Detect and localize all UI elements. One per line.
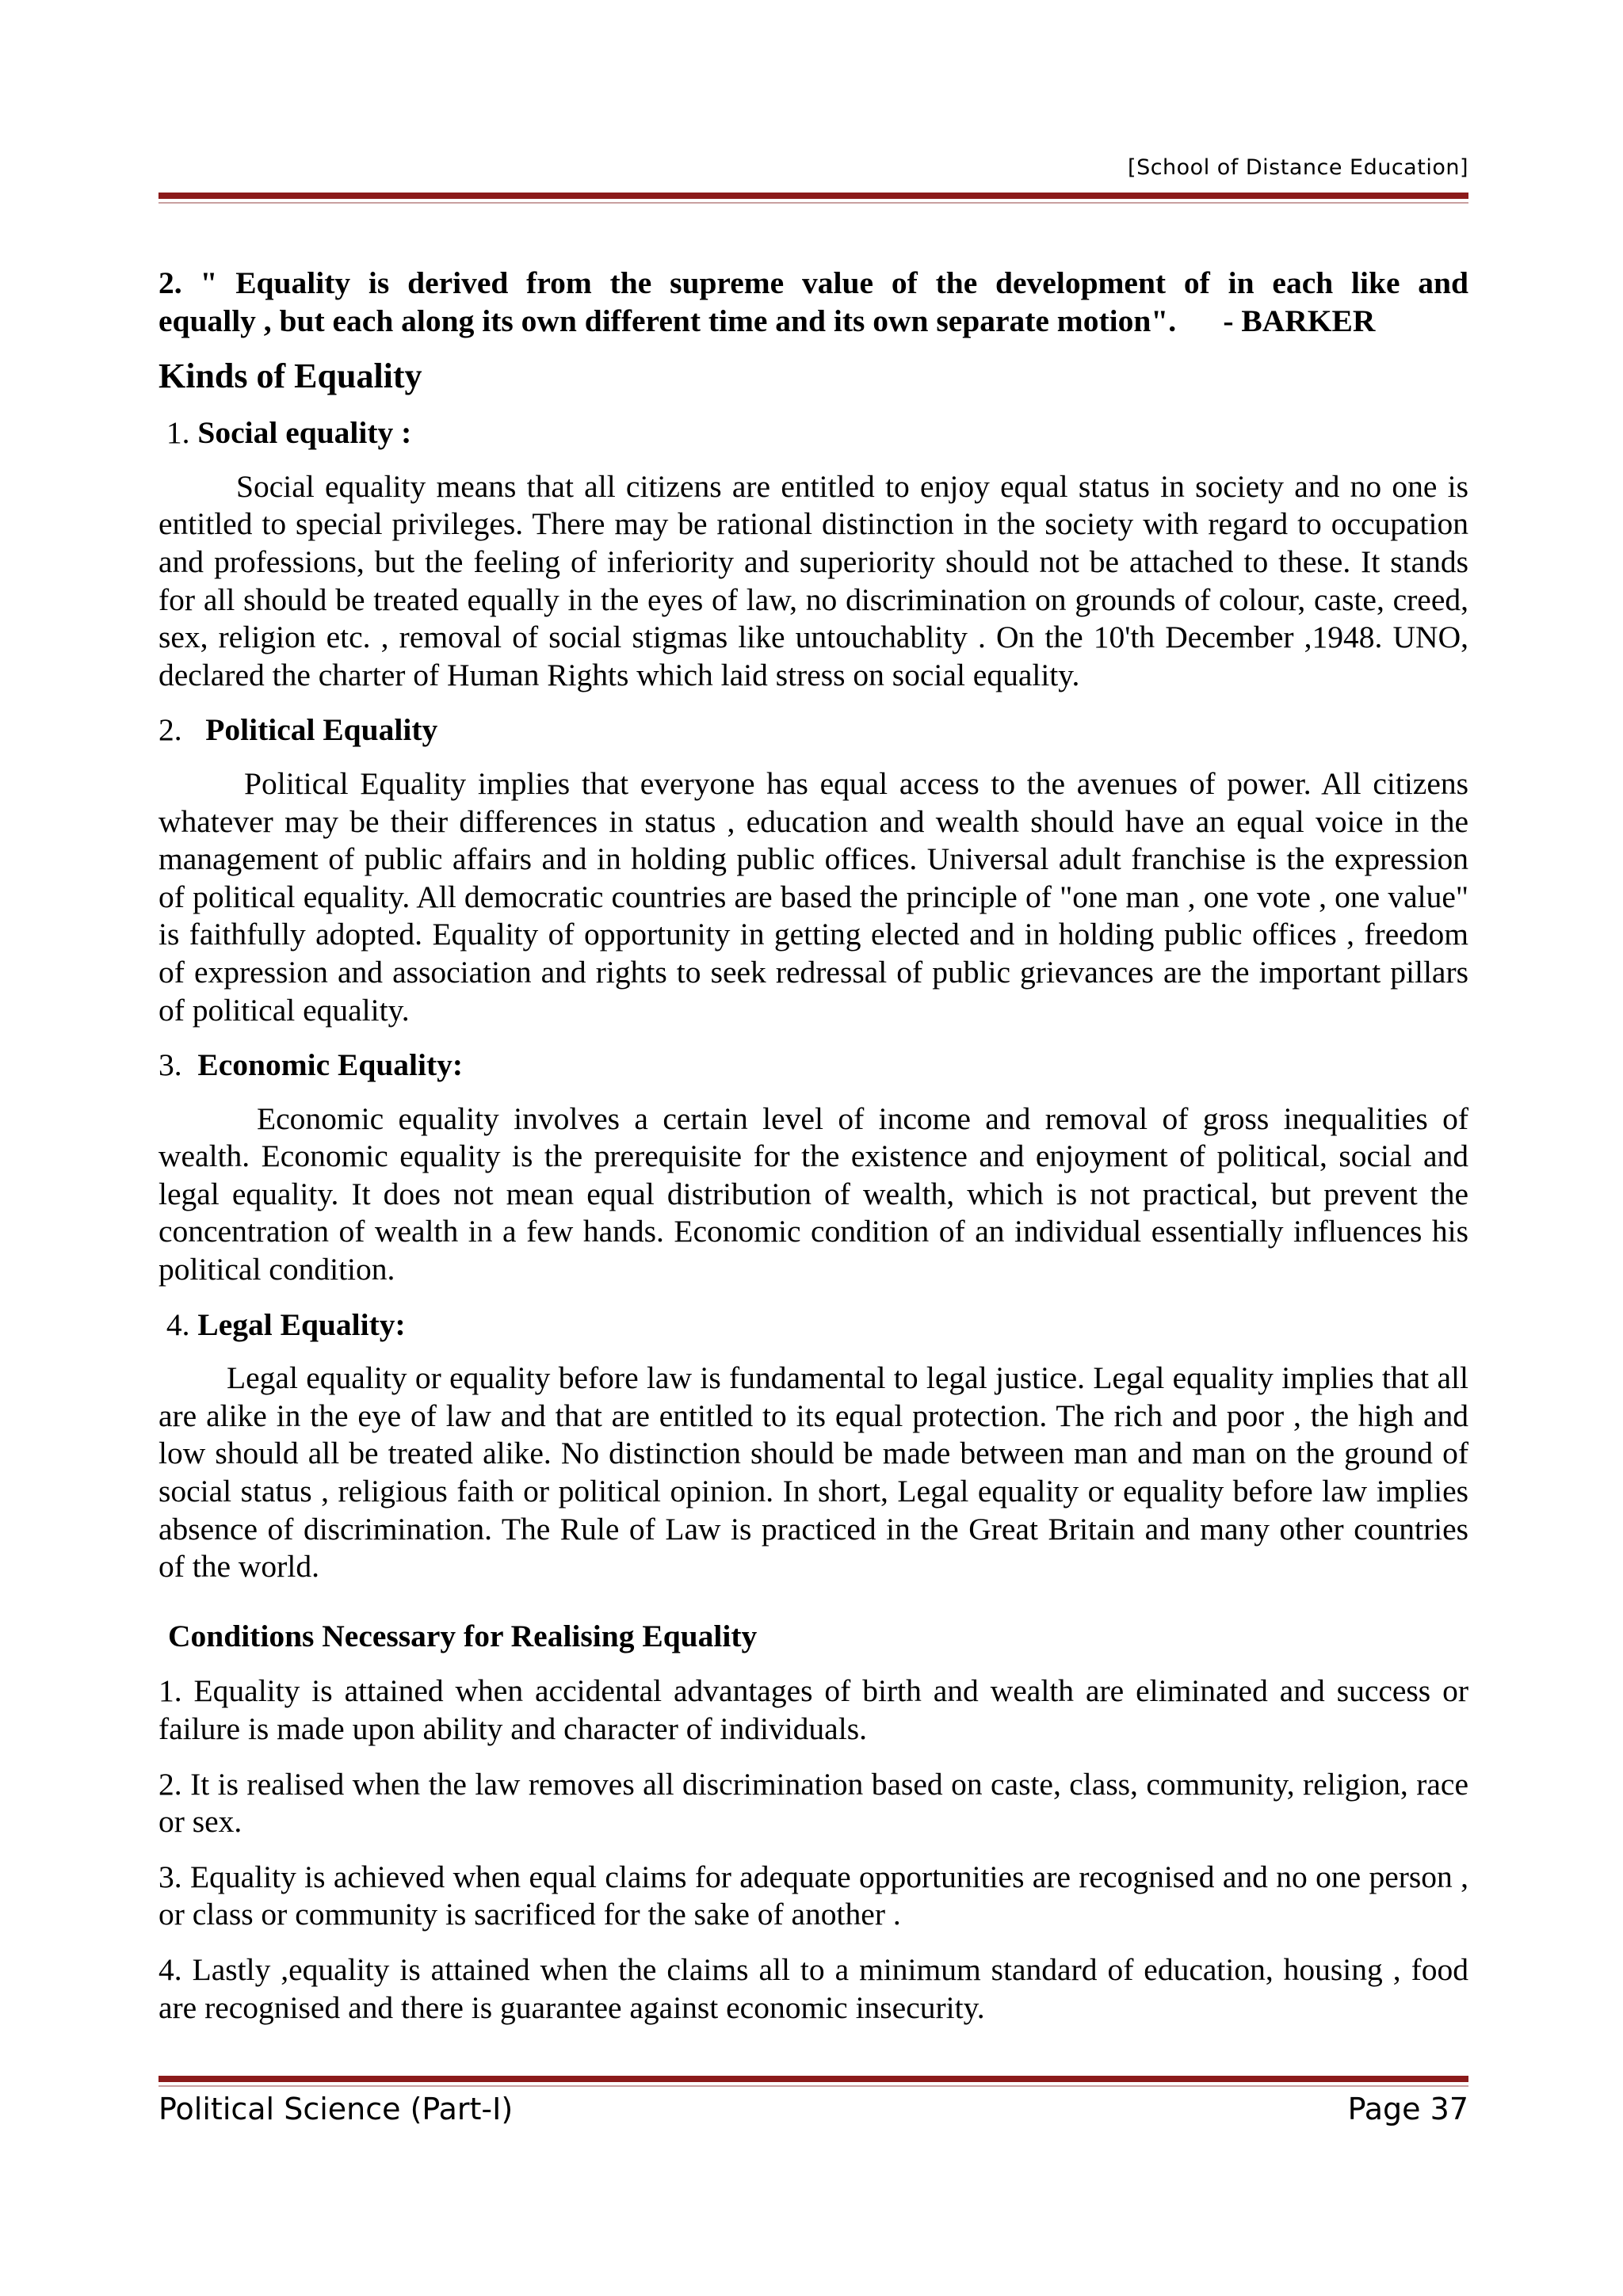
section-heading-legal bbox=[158, 1306, 1468, 1344]
footer-page-number: Page 37 bbox=[1347, 2092, 1468, 2126]
section-title: Legal Equality: bbox=[197, 1306, 406, 1342]
section-title: Political Equality bbox=[205, 712, 438, 748]
section-number: 2. bbox=[158, 712, 206, 748]
kinds-of-equality-heading: Kinds of Equality bbox=[158, 357, 422, 396]
section-body-economic: Economic equality involves a certain level of income and removal of gross inequalities of wealth. Economic equality is the prerequisite for the existence and enjoyment of political, social and legal equality. It does not mean equal distribution of wealth, which is not practical, but prevent the concentration of wealth in a few hands. Economic condition of an individual essentially influences his political condition. bbox=[158, 1100, 1468, 1287]
section-number: 3. bbox=[158, 1047, 198, 1083]
section-title: Economic Equality: bbox=[197, 1047, 464, 1083]
section-body-political: Political Equality implies that everyone has equal access to the avenues of power. All citizens whatever may be their differences in status , education and wealth should have an equal voice in the management of public affairs and in holding public offices. Universal adult franchise is the expression of political equality. All democratic countries are based the principle of "one man , one vote , one value" is faithfully adopted. Equality of opportunity in getting elected and in holding public offices , freedom of expression and association and rights to seek redressal of public grievances are the important pillars of political equality. bbox=[158, 765, 1468, 1028]
section-heading-political bbox=[158, 711, 1468, 749]
section-body-legal: Legal equality or equality before law is fundamental to legal justice. Legal equality implies that all are alike in the eye of law and that are entitled to its equal protection. The rich and poor , the high and low should all be treated alike. No distinction should be made between man and man on the ground of social status , religious faith or political opinion. In short, Legal equality or equality before law implies absence of discrimination. The Rule of Law is practiced in the Great Britain and many other countries of the world. bbox=[158, 1360, 1468, 1585]
section-heading-social bbox=[158, 414, 1468, 452]
condition-item: 3. Equality is achieved when equal claims for adequate opportunities are recognised and no one person , or class or community is sacrificed for the sake of another . bbox=[158, 1859, 1468, 1932]
barker-quote-line2: equally , but each along its own different time and its own separate motion". - BARKER bbox=[158, 303, 1376, 338]
footer-rule bbox=[158, 2076, 1468, 2087]
section-heading-economic bbox=[158, 1047, 1468, 1085]
barker-quote-line1: 2. " Equality is derived from the supreme value of the development of in each like and bbox=[158, 265, 1468, 300]
header-institution: [School of Distance Education] bbox=[1128, 155, 1468, 180]
condition-item: 4. Lastly ,equality is attained when the claims all to a minimum standard of education, housing , food are recognised and there is guarantee against economic insecurity. bbox=[158, 1951, 1468, 2025]
header-rule bbox=[158, 193, 1468, 204]
section-number: 4. bbox=[158, 1306, 198, 1342]
section-number: 1. bbox=[158, 415, 198, 451]
footer-course-title: Political Science (Part-I) bbox=[158, 2092, 514, 2126]
section-title: Social equality : bbox=[197, 415, 412, 451]
conditions-heading: Conditions Necessary for Realising Equality bbox=[168, 1618, 758, 1653]
page-content bbox=[158, 265, 1468, 2027]
condition-item: 1. Equality is attained when accidental advantages of birth and wealth are eliminated and success or failure is made upon ability and character of individuals. bbox=[158, 1673, 1468, 1746]
condition-item: 2. It is realised when the law removes all discrimination based on caste, class, community, religion, race or sex. bbox=[158, 1766, 1468, 1840]
section-body-social: Social equality means that all citizens are entitled to enjoy equal status in society and no one is entitled to special privileges. There may be rational distinction in the society with regard to occupation and professions, but the feeling of inferiority and superiority should not be attached to these. It stands for all should be treated equally in the eyes of law, no discrimination on grounds of colour, caste, creed, sex, religion etc. , removal of social stigmas like untouchablity . On the 10'th December ,1948. UNO, declared the charter of Human Rights which laid stress on social equality. bbox=[158, 468, 1468, 692]
